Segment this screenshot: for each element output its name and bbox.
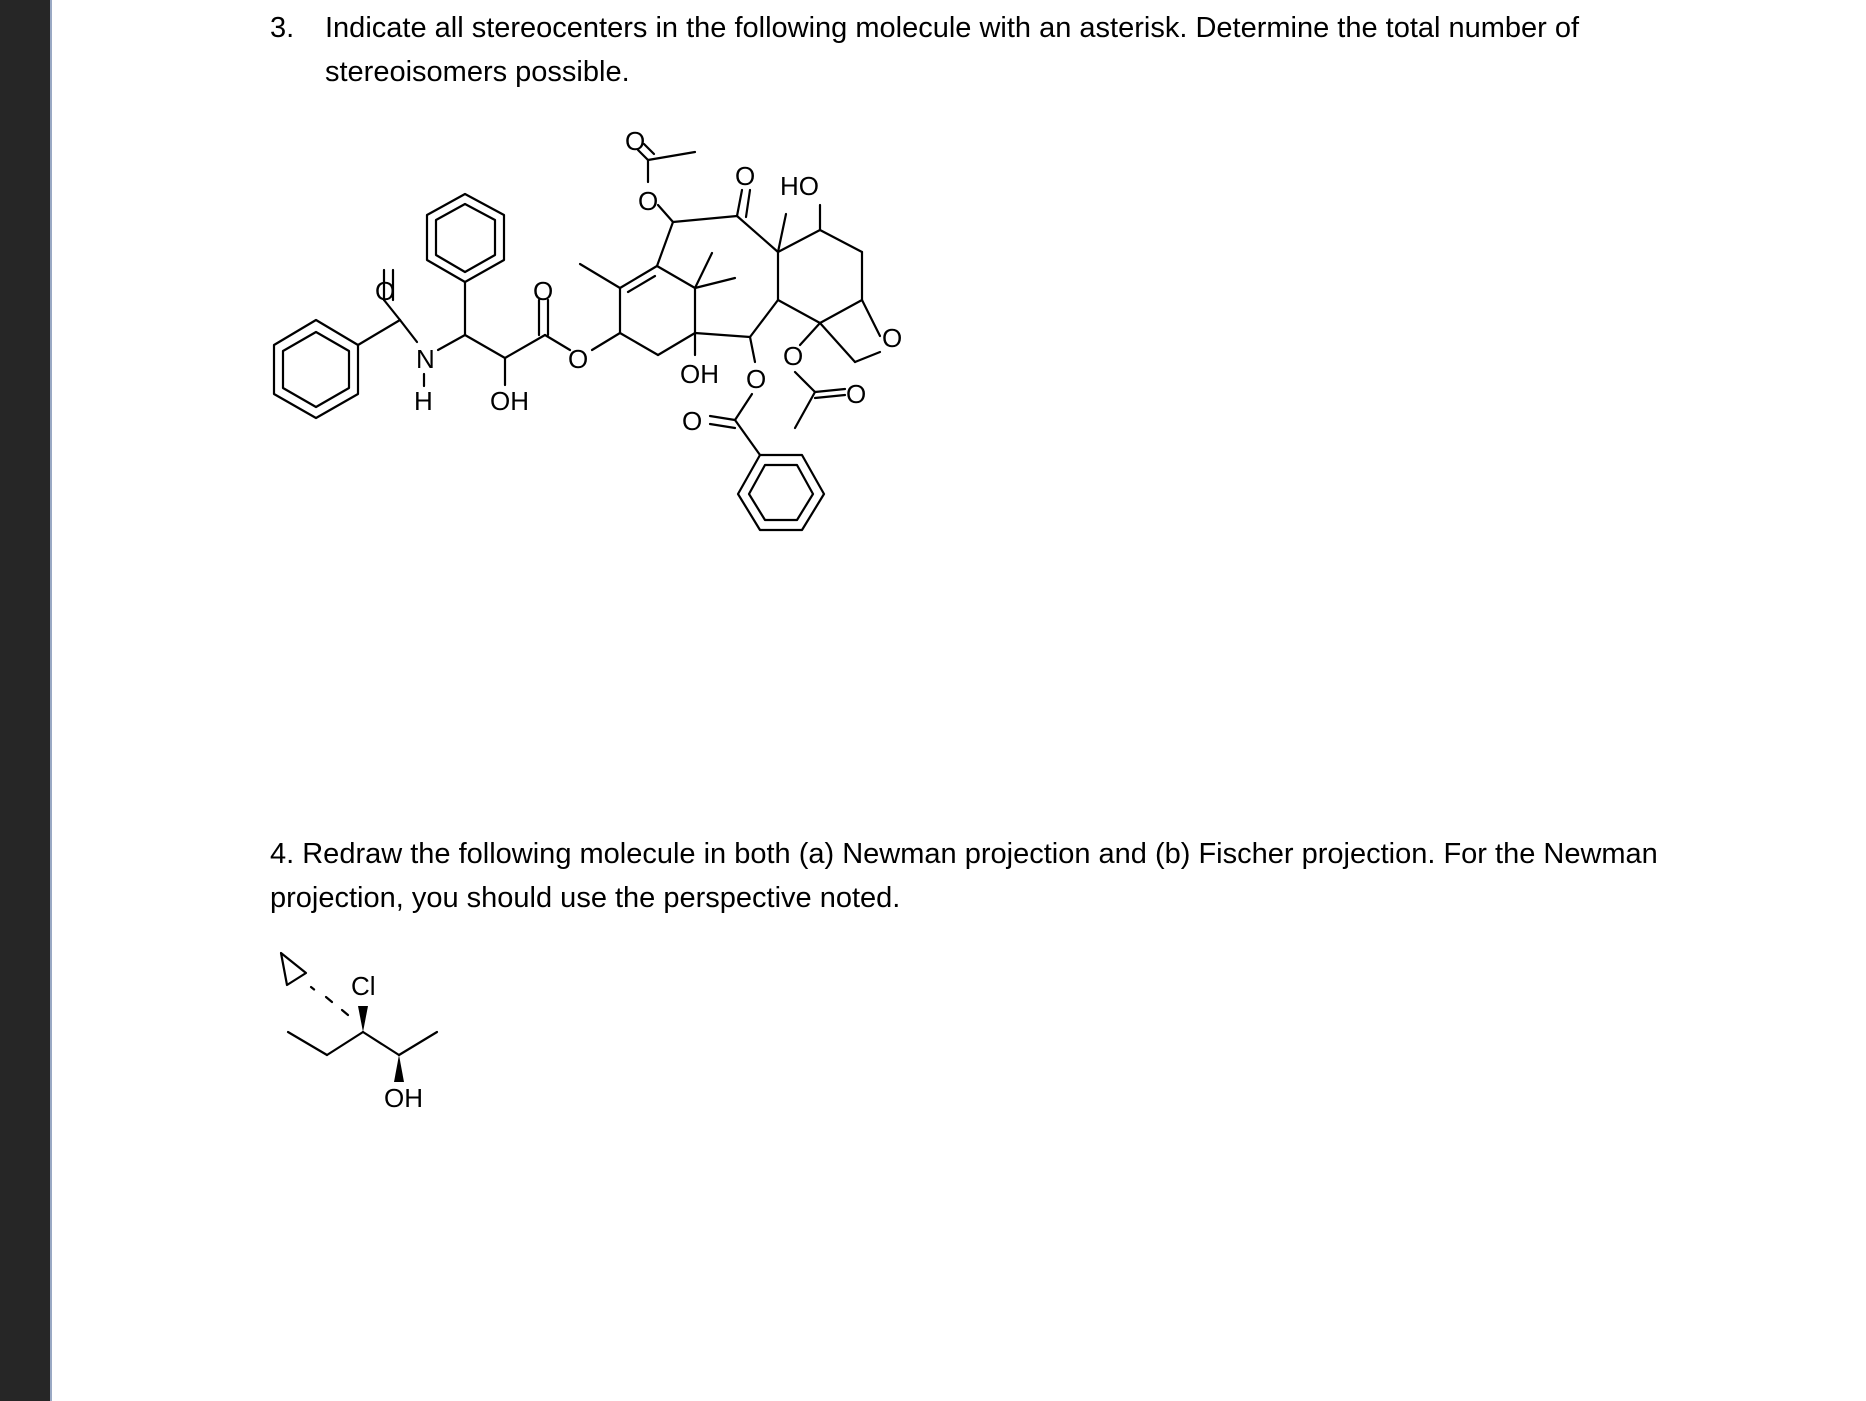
atom-oh: OH bbox=[384, 1083, 423, 1113]
atom-h: H bbox=[414, 386, 433, 416]
atom-o: O bbox=[882, 323, 903, 353]
atom-oh: OH bbox=[680, 359, 719, 389]
bond bbox=[288, 1032, 327, 1055]
atom-o: O bbox=[682, 406, 703, 436]
atom-o: O bbox=[533, 276, 554, 306]
question-4-text: 4. Redraw the following molecule in both (a) Newman projection and (b) Fischer projection. For the Newman projection, you should use the perspective noted. bbox=[270, 838, 1658, 914]
atom-oh: OH bbox=[490, 386, 529, 416]
atom-cl: Cl bbox=[351, 971, 376, 1001]
atom-n: N bbox=[416, 344, 435, 374]
atom-o: O bbox=[568, 344, 589, 374]
perspective-eye-icon bbox=[281, 953, 348, 1015]
atom-o: O bbox=[746, 364, 767, 394]
bond bbox=[327, 1032, 363, 1055]
question-3-number: 3. bbox=[270, 12, 295, 44]
bond bbox=[399, 1032, 437, 1055]
question-3-text: Indicate all stereocenters in the following molecule with an asterisk. Determine the total number of stereoisomers possible. bbox=[325, 12, 1580, 88]
wedge-bond bbox=[358, 1006, 368, 1032]
atom-o: O bbox=[375, 276, 396, 306]
atom-o: O bbox=[783, 341, 804, 371]
atom-o: O bbox=[625, 126, 646, 156]
atom-o: O bbox=[638, 186, 659, 216]
atom-o: O bbox=[735, 161, 756, 191]
wedge-bond bbox=[394, 1055, 404, 1082]
bond bbox=[363, 1032, 399, 1055]
atom-ho: HO bbox=[780, 171, 819, 201]
atom-o: O bbox=[846, 379, 867, 409]
